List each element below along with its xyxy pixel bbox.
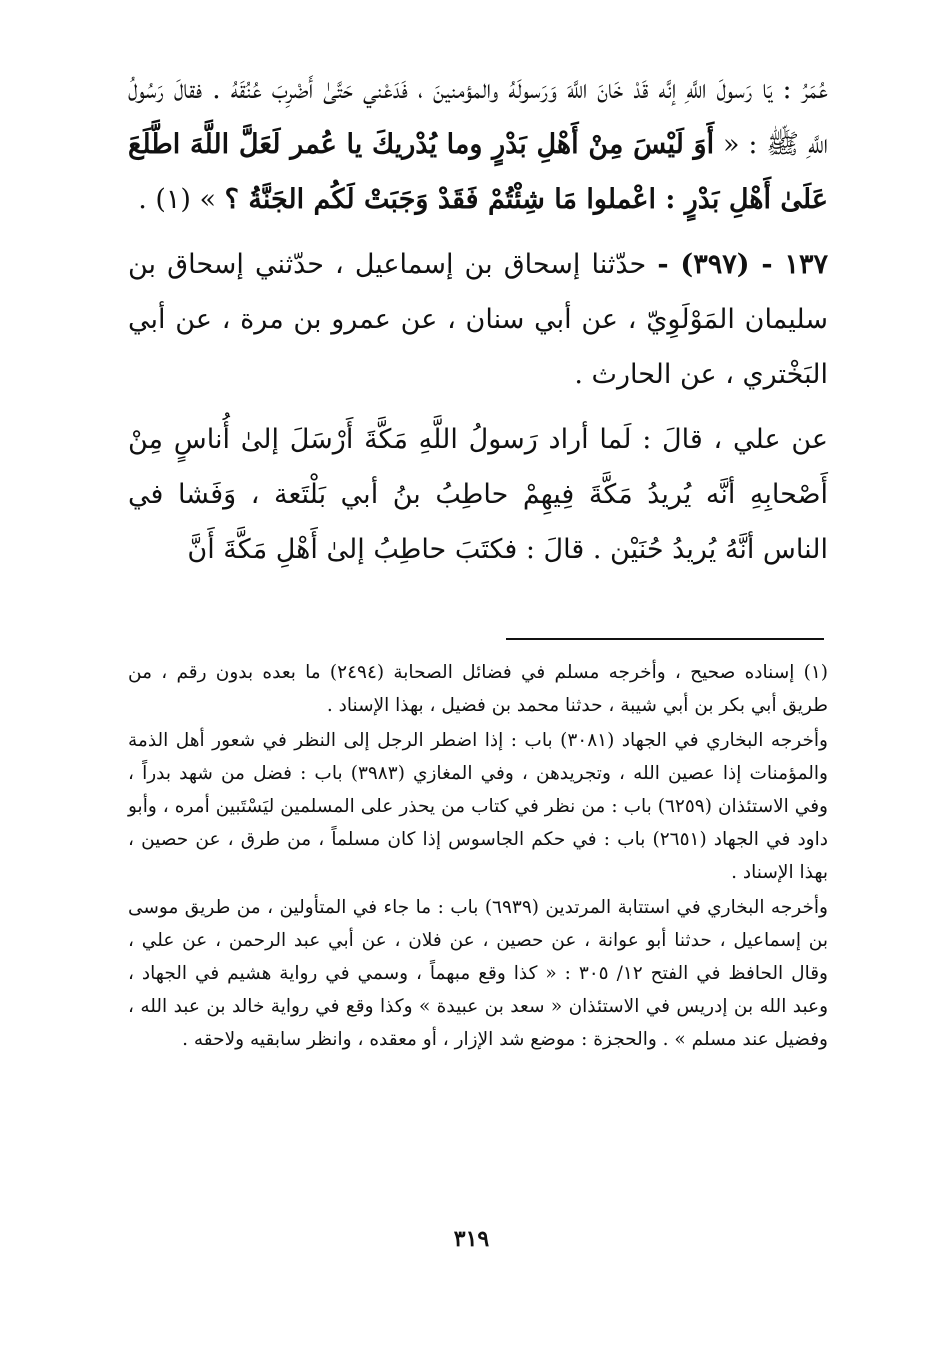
footnote-1: (١) إسناده صحيح ، وأخرجه مسلم في فضائل الصحابة (٢٤٩٤) ما بعده بدون رقم ، من طريق أبي بكر بن أبي شيبة ، حدثنا محمد بن فضيل ، بهذا الإسناد . — [128, 662, 828, 716]
hadith-number: ١٣٧ - (٣٩٧) - — [657, 249, 828, 280]
main-paragraph-2 — [128, 237, 828, 402]
page-number: ٣١٩ — [453, 1226, 490, 1252]
isnad-text: حدّثنا إسحاق بن إسماعيل ، حدّثني إسحاق بن سليمان المَوْلَوِيّ ، عن أبي سنان ، عن عمرو بن مرة ، عن أبي البَخْتري ، عن الحارث . — [128, 249, 828, 390]
main-paragraph-3: عن علي ، قالَ : لَما أراد رَسولُ اللَّهِ مَكَّةَ أَرْسَلَ إلىٰ أُناسٍ مِنْ أَصْحابِهِ أنَّه يُريدُ مَكَّةَ فِيهِمْ حاطِبُ بنُ أبي بَلْتَعة ، وَفَشا في الناس أنَّهُ يُريدُ حُنَيْن . قالَ : فكتَبَ حاطِبُ إلىٰ أَهْلِ مَكَّةَ أَنَّ — [128, 424, 828, 565]
footnote-divider — [506, 638, 824, 640]
footnotes — [128, 656, 828, 1056]
main-paragraph-1 — [128, 62, 828, 227]
main-text — [128, 62, 828, 577]
footnote-2: وأخرجه البخاري في الجهاد (٣٠٨١) باب : إذا اضطر الرجل إلى النظر في شعور أهل الذمة والمؤمنات إذا عصين الله ، وتجريدهن ، وفي المغازي (٣٩٨٣) باب : فضل من شهد بدراً ، وفي الاستئذان (٦٢٥٩) باب : من نظر في كتاب من يحذر على المسلمين ليَسْتَبين أمره ، وأبو داود في الجهاد (٢٦٥١) باب : في حكم الجاسوس إذا كان مسلماً ، من طرق ، عن حصين ، بهذا الإسناد . — [128, 730, 828, 883]
narration-text: عُمَرُ : يَا رَسولَ اللَّهِ إنَّه قَدْ خَانَ اللَّهَ وَرَسولَهُ والمؤمنينَ ، فَدَعْني حَتَّىٰ أَضْرِبَ عُنُقَهُ . فقالَ رَسُولُ اللَّهِ ﷺ : « — [128, 74, 829, 160]
footnote-3: وأخرجه البخاري في استتابة المرتدين (٦٩٣٩) باب : ما جاء في المتأولين ، من طريق موسى بن إسماعيل ، حدثنا أبو عوانة ، عن حصين ، عن فلان ، عن أبي عبد الرحمن ، عن علي ، وقال الحافظ في الفتح ١٢/ ٣٠٥ : « كذا وقع مبهماً ، وسمي في رواية هشيم في الجهاد ، وعبد الله بن إدريس في الاستئذان « سعد بن عبيدة » وكذا وقع في رواية خالد بن عبد الله ، وفضيل عند مسلم » . والحجزة : موضع شد الإزار ، أو معقده ، وانظر سابقيه ولاحقه . — [128, 897, 828, 1050]
hadith-text: أَوَ لَيْسَ مِنْ أَهْلِ بَدْرٍ وما يُدْريكَ يا عُمر لَعَلَّ اللَّهَ اطَّلَعَ عَلَىٰ أَهْلِ بَدْرٍ : اعْملوا مَا شِئْتُمْ فَقَدْ وَجَبَتْ لَكُم الجَنَّةُ ؟ — [128, 129, 828, 215]
footnote-reference: » (١) . — [138, 184, 225, 215]
